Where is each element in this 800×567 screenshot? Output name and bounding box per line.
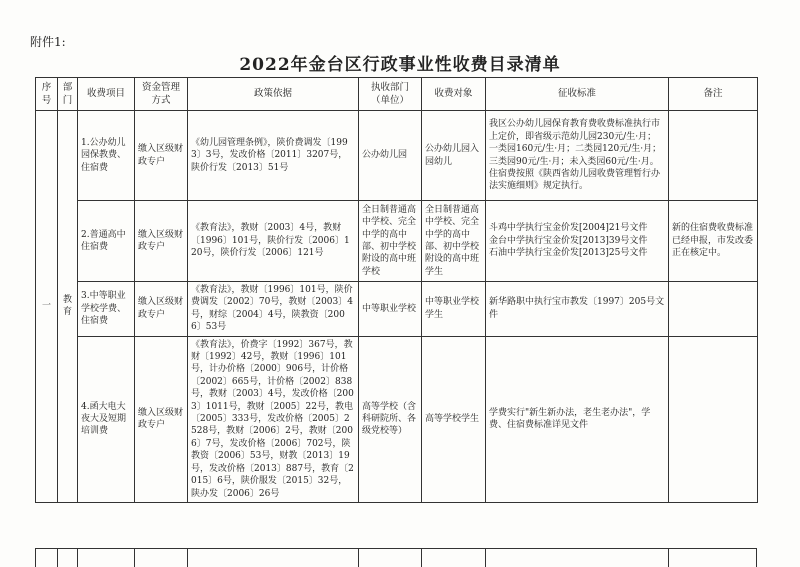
- header-row: [36, 78, 758, 111]
- header-cell: 执收部门（单位）: [359, 78, 422, 111]
- unit-cell: 公办幼儿园: [359, 111, 422, 201]
- basis-cell: 《教育法》，价费字〔1992〕367号，教财〔1992〕42号，教财〔1996〕101号，计办价格〔2000〕906号，计价格〔2002〕665号，计价格〔2002〕838号，教财〔2003〕4号，发改价格〔2003〕1011号，教财〔2005〕22号，教电〔2005〕333号，发改价格〔2005〕2528号，教财〔2006〕2号，教财〔2006〕7号，发改价格〔2006〕702号，陕教资〔2006〕53号，财教〔2013〕19号，发改价格〔2013〕887号，教育〔2015〕6号，陕价服发〔2015〕32号，陕办发〔2006〕26号: [188, 336, 359, 502]
- table-continuation: [35, 548, 757, 567]
- header-cell: 备注: [669, 78, 758, 111]
- note-cell: 新的住宿费收费标准已经申报，市发改委正在核定中。: [669, 201, 758, 282]
- department-cell: 教育: [58, 111, 78, 503]
- seq-cell: 一: [36, 111, 58, 503]
- basis-cell: 《教育法》，教财〔2003〕4号，教财〔1996〕101号，陕价行发〔2006〕120号，陕价行发〔2006〕121号: [188, 201, 359, 282]
- basis-cell: 《幼儿园管理条例》，陕价费调发〔1993〕3号，发改价格〔2011〕3207号，陕价行发〔2013〕51号: [188, 111, 359, 201]
- fund-cell: 缴入区级财政专户: [135, 336, 188, 502]
- header-cell: 资金管理方式: [135, 78, 188, 111]
- fund-cell: 缴入区级财政专户: [135, 111, 188, 201]
- standard-cell: 新华路职中执行宝市教发〔1997〕205号文件: [486, 282, 669, 337]
- standard-cell: 学费实行"新生新办法，老生老办法"，学费、住宿费标准详见文件: [486, 336, 669, 502]
- item-cell: 1.公办幼儿园保教费、住宿费: [78, 111, 135, 201]
- basis-cell: 《教育法》，教财〔1996〕101号，陕价费调发〔2002〕70号，教财〔2003〕4号，财综〔2004〕4号，陕教资〔2006〕53号: [188, 282, 359, 337]
- item-cell: 2.普通高中住宿费: [78, 201, 135, 282]
- header-cell: 部门: [58, 78, 78, 111]
- target-cell: 公办幼儿园入园幼儿: [422, 111, 486, 201]
- table-row: [36, 111, 758, 201]
- header-cell: 序号: [36, 78, 58, 111]
- table-row: [36, 201, 758, 282]
- unit-cell: 高等学校（含科研院所、各级党校等）: [359, 336, 422, 502]
- fund-cell: 缴入区级财政专户: [135, 282, 188, 337]
- note-cell: [669, 282, 758, 337]
- header-cell: 征收标准: [486, 78, 669, 111]
- standard-cell: 斗鸡中学执行宝金价发[2004]21号文件 金台中学执行宝金价发[2013]39号文件 石油中学执行宝金价发[2013]25号文件: [486, 201, 669, 282]
- target-cell: 中等职业学校学生: [422, 282, 486, 337]
- table-row: [36, 336, 758, 502]
- standard-cell: 我区公办幼儿园保育教育费收费标准执行市上定价，即省级示范幼儿园230元/生·月；一类园160元/生·月；二类园120元/生·月；三类园90元/生·月；未入类园60元/生·月。住宿费按照《陕西省幼儿园收费管理暂行办法实施细则》规定执行。: [486, 111, 669, 201]
- attachment-label: 附件1:: [30, 35, 66, 49]
- target-cell: 全日制普通高中学校、完全中学的高中部、初中学校附设的高中班学生: [422, 201, 486, 282]
- unit-cell: 中等职业学校: [359, 282, 422, 337]
- item-cell: 3.中等职业学校学费、住宿费: [78, 282, 135, 337]
- table-row: [36, 282, 758, 337]
- fund-cell: 缴入区级财政专户: [135, 201, 188, 282]
- header-cell: 收费对象: [422, 78, 486, 111]
- document-title: 2022年金台区行政事业性收费目录清单: [239, 55, 561, 75]
- note-cell: [669, 111, 758, 201]
- target-cell: 高等学校学生: [422, 336, 486, 502]
- unit-cell: 全日制普通高中学校、完全中学的高中部、初中学校附设的高中班学校: [359, 201, 422, 282]
- item-cell: 4.函大电大夜大及短期培训费: [78, 336, 135, 502]
- header-cell: 政策依据: [188, 78, 359, 111]
- header-cell: 收费项目: [78, 78, 135, 111]
- note-cell: [669, 336, 758, 502]
- fee-catalog-table: [35, 77, 758, 503]
